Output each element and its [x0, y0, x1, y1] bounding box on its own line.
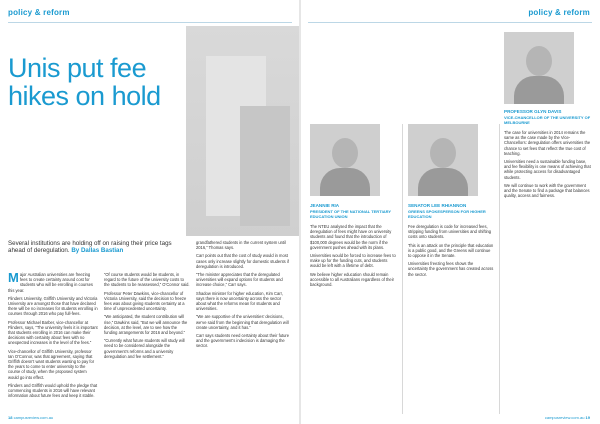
- profile-name-3: PROFESSOR GLYN DAVIS: [504, 109, 562, 114]
- article-headline: Unis put fee hikes on hold: [8, 53, 161, 111]
- article-photo: [186, 26, 300, 236]
- profile-text-3: The case for universities in 2014 remains the same as the case made by the Vice-Chancellors: deregulation offers universities the chance to set fees that reflect the true cost of teaching. Universities need a sustainable funding base, and fee flexibility is one means of achieving that while protecting access for disadvantaged students. We will continue to work with the government and the Senate to find a package that balances quality, access and fairness.: [504, 130, 591, 199]
- article-column-3: grandfathered students in the current system until 2016,” Thomas says. Carr points out that the cost of study would in most cases only increase slightly for domestic students if deregulation is introduced. “The minister appreciates that the deregulated universities will expand options for students and increase choice,” Carr says. Shadow minister for higher education, Kim Carr, says there is now uncertainty across the sector about what the reforms mean for students and universities. “We are supportive of the universities’ decisions, we’ve said from the beginning that deregulation will create uncertainty, and it has.” Carr says students need certainty about their future and the government’s indecision is damaging the sector.: [196, 240, 290, 349]
- section-label: policy & reform: [8, 8, 70, 17]
- standfirst-text: Several institutions are holding off on raising their price tags ahead of deregulation.: [8, 240, 172, 255]
- column-divider: [499, 124, 500, 414]
- article-column-1: Major Australian universities are freezing fees to create certainty around cost for students who will be enrolling in courses this year. Flinders University, Griffith University and Victoria University are amongst those that have declared there will be no increases for students enrolling in courses through 2016 who pay full-fees. Professor Michael Barber, vice-chancellor at Flinders, says, “The university feels it is important that students enrolling in 2016 can make their decisions with certainty about fees with no unexpected increases in the level of the fees.” Vice-chancellor of Griffith University, professor Ian O’Connor, was that agreement, saying that Griffith doesn’t want students wanting to pay for the years to come to enter university to the course of study, when the proposed system would go into effect. Flinders and Griffith would uphold the pledge that commencing students in 2016 will have relevant information about future fees and keep it stable.: [8, 270, 98, 399]
- profile-text-2: Fee deregulation is code for increased fees, stripping funding from universities and shifting costs onto students. This is an attack on the principle that education is a public good, and the Greens will continue to oppose it in the Senate. Universities freezing fees shows the uncertainty the government has created across the sector.: [408, 224, 494, 277]
- profile-role-2: GREENS SPOKESPERSON FOR HIGHER EDUCATION: [408, 209, 486, 219]
- page-footer-left: 18 campusreview.com.au: [8, 415, 54, 420]
- profile-name-2: SENATOR LEE RHIANNON: [408, 203, 467, 208]
- byline: By Dallas Bastian: [71, 247, 124, 255]
- section-label: policy & reform: [528, 8, 590, 17]
- profile-photo-3: [504, 32, 574, 104]
- right-page: [300, 0, 600, 424]
- profile-role-1: PRESIDENT OF THE NATIONAL TERTIARY EDUCATION UNION: [310, 209, 391, 219]
- standfirst: [8, 240, 183, 255]
- profile-photo-2: [408, 124, 478, 196]
- dropcap: M: [8, 270, 19, 285]
- profile-name-1: JEANNIE RIA: [310, 203, 340, 208]
- page-footer-right: campusreview.com.au 19: [544, 415, 590, 420]
- profile-text-1: The NTEU analysed the impact that the deregulation of fees might have on university students and found that the introduction of $100,000 degrees would be the norm if the government pushes ahead with its plans. Universities would be forced to increase fees to make up for the funding cuts, and students would be left with a lifetime of debt. We believe higher education should remain accessible to all Australians regardless of their background.: [310, 224, 396, 288]
- column-divider: [402, 124, 403, 414]
- profile-role-3: VICE-CHANCELLOR OF THE UNIVERSITY OF MELBOURNE: [504, 115, 591, 125]
- profile-photo-1: [310, 124, 380, 196]
- header-rule: [308, 22, 592, 23]
- article-column-2: “Of course students would be students, in regard to the future of the university costs to the students to be reassessed,” O’Connor said. Professor Peter Dawkins, vice-chancellor of Victoria University, said the decision to freeze fees was about giving students certainty at a time of unprecedented uncertainty. “We anticipated, the student contribution will rise,” Dawkins said, “But we will announce the decision, at the level, are to see how the funding arrangements for 2016 and beyond.” “Currently what future students will study will need to be considered alongside the government’s reforms and a university deregulation and fee settlement.”: [104, 272, 190, 359]
- header-rule: [8, 22, 292, 23]
